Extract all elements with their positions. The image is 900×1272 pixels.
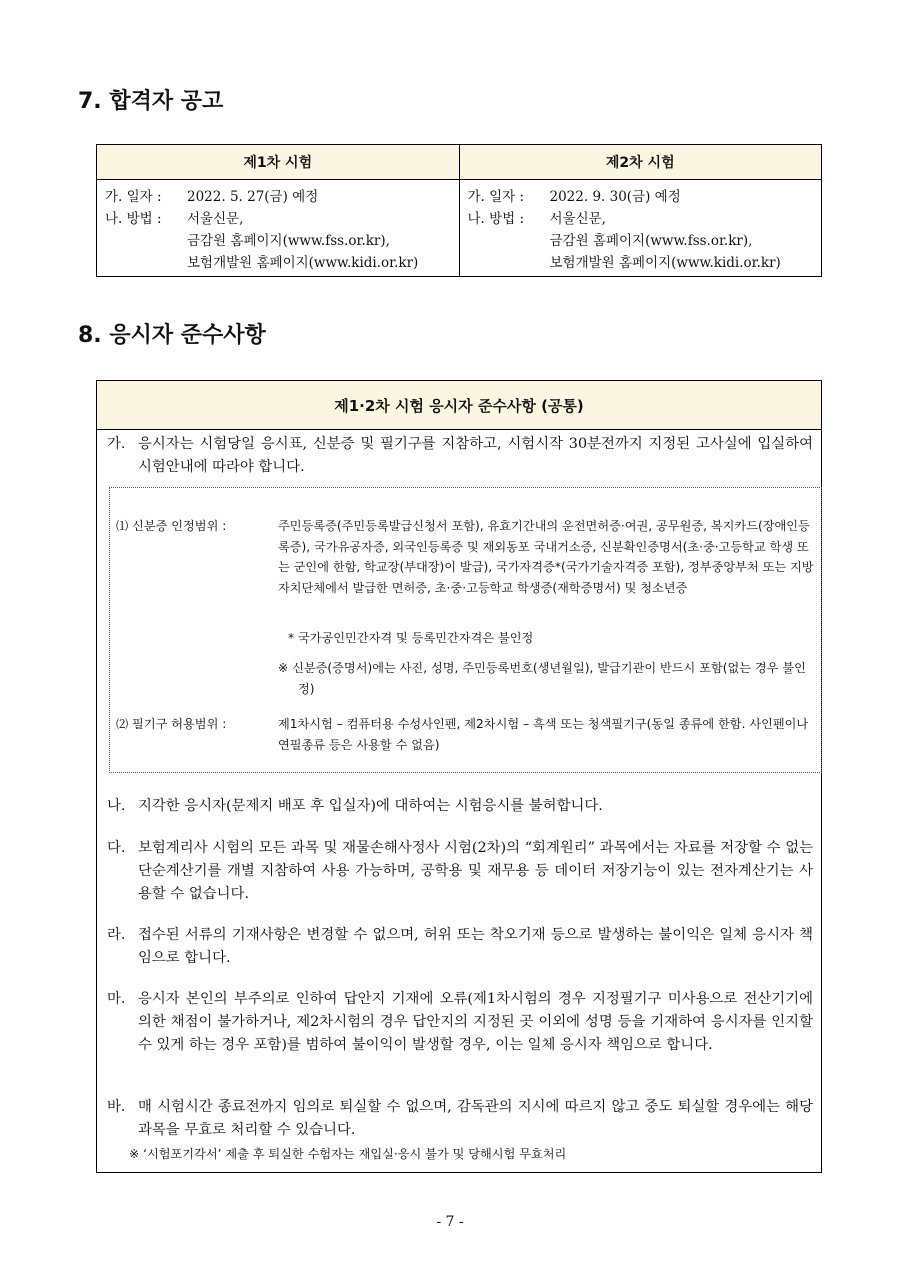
method-label: 나. 방법 : [467, 211, 525, 227]
item-text: 응시자 본인의 부주의로 인하여 답안지 기재에 오류(제1차시험의 경우 지정필기구 미사용으로 전산기기에 의한 채점이 불가하거나, 제2차시험의 경우 답안지의 지정된 곳 이외에 성명 등을 기재하여 응시자를 인지할 수 있게 하는 경우 포함)를 범하여 불이익이 발생할 경우, 이는 일체 응시자 책임으로 합니다. [138, 991, 813, 1053]
method-line: 보험개발원 홈페이지(www.kidi.or.kr) [187, 255, 419, 271]
col1-cell [97, 180, 460, 276]
item-marker: 바. [107, 1099, 126, 1115]
method-line: 금감원 홈페이지(www.fss.or.kr), [549, 233, 753, 249]
date-value: 2022. 5. 27(금) 예정 [187, 189, 319, 205]
writing-tools-text: 제1차시험 – 컴퓨터용 수성사인펜, 제2차시험 – 흑색 또는 청색필기구(동일 종류에 한함. 사인펜이나 연필종류 등은 사용할 수 없음) [278, 717, 809, 752]
item-text: 보험계리사 시험의 모든 과목 및 재물손해사정사 시험(2차)의 “회계원리” 과목에서는 자료를 저장할 수 없는 단순계산기를 개별 지참하여 사용 가능하며, 공학용 및 재무용 등 데이터 저장기능이 있는 전자계산기는 사용할 수 없습니다. [138, 840, 813, 902]
detail-box [109, 487, 822, 773]
id-scope-text: 주민등록증(주민등록발급신청서 포함), 유효기간내의 운전면허증·여권, 공무원증, 복지카드(장애인등록증), 국가유공자증, 외국인등록증 및 재외동포 국내거소증, 신분확인증명서(초·중·고등학교 학생 또는 군인에 한함, 학교장(부대장)이 발급), 국가자격증*(국가기술자격증 포함), 정부중앙부처 또는 지방자치단체에서 발급한 면허증, 초·중·고등학교 학생증(재학증명서) 및 청소년증 [278, 519, 814, 595]
writing-tools-row [116, 714, 815, 755]
method-line: 서울신문, [187, 211, 244, 227]
writing-tools-label: ⑵ 필기구 허용범위 : [116, 717, 227, 731]
rules-box [96, 380, 822, 1173]
col1-header: 제1차 시험 [97, 145, 460, 179]
item-text: 응시자는 시험당일 응시표, 신분증 및 필기구를 지참하고, 시험시작 30분전까지 지정된 고사실에 입실하여 시험안내에 따라야 합니다. [138, 436, 813, 475]
method-label: 나. 방법 : [105, 211, 162, 227]
date-value: 2022. 9. 30(금) 예정 [549, 189, 681, 205]
section-8-heading: 8. 응시자 준수사항 [78, 323, 266, 348]
method-line: 금감원 홈페이지(www.fss.or.kr), [187, 233, 390, 249]
rules-box-title: 제1·2차 시험 응시자 준수사항 (공통) [97, 381, 821, 430]
item-marker: 라. [107, 927, 126, 943]
date-label: 가. 일자 : [467, 189, 525, 205]
id-scope-label: ⑴ 신분증 인정범위 : [116, 519, 227, 533]
id-ref-note: ※ 신분증(증명서)에는 사진, 성명, 주민등록번호(생년월일), 발급기관이 반드시 포함(없는 경우 불인정) [278, 661, 806, 696]
rule-item-da [107, 837, 813, 906]
date-label: 가. 일자 : [105, 189, 162, 205]
final-note: ※ ‘시험포기각서’ 제출 후 퇴실한 수험자는 재입실·응시 불가 및 당해시험 무효처리 [129, 1147, 567, 1161]
rule-item-ma [107, 988, 813, 1057]
col2-cell [460, 180, 822, 276]
item-marker: 나. [107, 798, 126, 814]
item-text: 지각한 응시자(문제지 배포 후 입실자)에 대하여는 시험응시를 불허합니다. [138, 798, 603, 814]
item-marker: 다. [107, 840, 126, 856]
item-text: 매 시험시간 종료전까지 임의로 퇴실할 수 없으며, 감독관의 지시에 따르지 않고 중도 퇴실할 경우에는 해당 과목을 무효로 처리할 수 있습니다. [138, 1099, 813, 1138]
section-7-heading: 7. 합격자 공고 [78, 89, 224, 114]
rule-item-ra [107, 924, 813, 970]
id-scope-row [116, 516, 815, 598]
rule-item-ba [107, 1096, 813, 1142]
item-text: 접수된 서류의 기재사항은 변경할 수 없으며, 허위 또는 착오기재 등으로 발생하는 불이익은 일체 응시자 책임으로 합니다. [138, 927, 813, 966]
rule-item-na [107, 795, 813, 818]
page-number: - 7 - [436, 1214, 464, 1230]
id-footnote: * 국가공인민간자격 및 등록민간자격은 불인정 [288, 631, 534, 645]
announcement-table [96, 144, 822, 277]
item-marker: 마. [107, 991, 126, 1007]
rule-item-ga [107, 433, 813, 479]
method-line: 보험개발원 홈페이지(www.kidi.or.kr) [549, 255, 781, 271]
col2-header: 제2차 시험 [605, 155, 675, 171]
item-marker: 가. [107, 436, 126, 452]
method-line: 서울신문, [549, 211, 606, 227]
